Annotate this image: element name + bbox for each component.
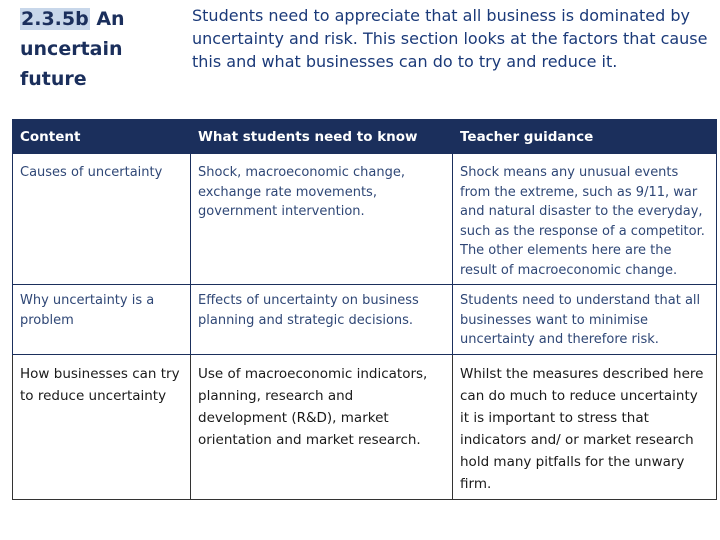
section-intro: Students need to appreciate that all business is dominated by uncertainty and risk. This section looks at the factors that cause this and what businesses can do to try and reduce it. xyxy=(192,6,708,71)
know-cell: Use of macroeconomic indicators, planning, research and development (R&D), market orientation and market research. xyxy=(191,354,453,499)
content-cell: How businesses can try to reduce uncertainty xyxy=(13,354,191,499)
specification-table xyxy=(12,119,717,500)
header-content: Content xyxy=(13,120,191,154)
know-cell: Effects of uncertainty on business planning and strategic decisions. xyxy=(191,285,453,355)
guidance-cell: Whilst the measures described here can do much to reduce uncertainty it is important to stress that indicators and/ or market research hold many pitfalls for the unwary firm. xyxy=(453,354,717,499)
table-row xyxy=(13,154,717,285)
content-cell: Why uncertainty is a problem xyxy=(13,285,191,355)
know-cell: Shock, macroeconomic change, exchange rate movements, government intervention. xyxy=(191,154,453,285)
content-cell: Causes of uncertainty xyxy=(13,154,191,285)
section-heading xyxy=(20,4,190,94)
table-header-row xyxy=(13,120,717,154)
guidance-cell: Shock means any unusual events from the extreme, such as 9/11, war and natural disaster to the everyday, such as the response of a competitor. The other elements here are the result of macroeconomic change. xyxy=(453,154,717,285)
guidance-cell: Students need to understand that all businesses want to minimise uncertainty and therefore risk. xyxy=(453,285,717,355)
header-teacher-guidance: Teacher guidance xyxy=(453,120,717,154)
table-row xyxy=(13,354,717,499)
header-what-students-need-to-know: What students need to know xyxy=(191,120,453,154)
table-row xyxy=(13,285,717,355)
section-title: An uncertain future xyxy=(20,8,125,90)
section-number: 2.3.5b xyxy=(21,8,89,30)
